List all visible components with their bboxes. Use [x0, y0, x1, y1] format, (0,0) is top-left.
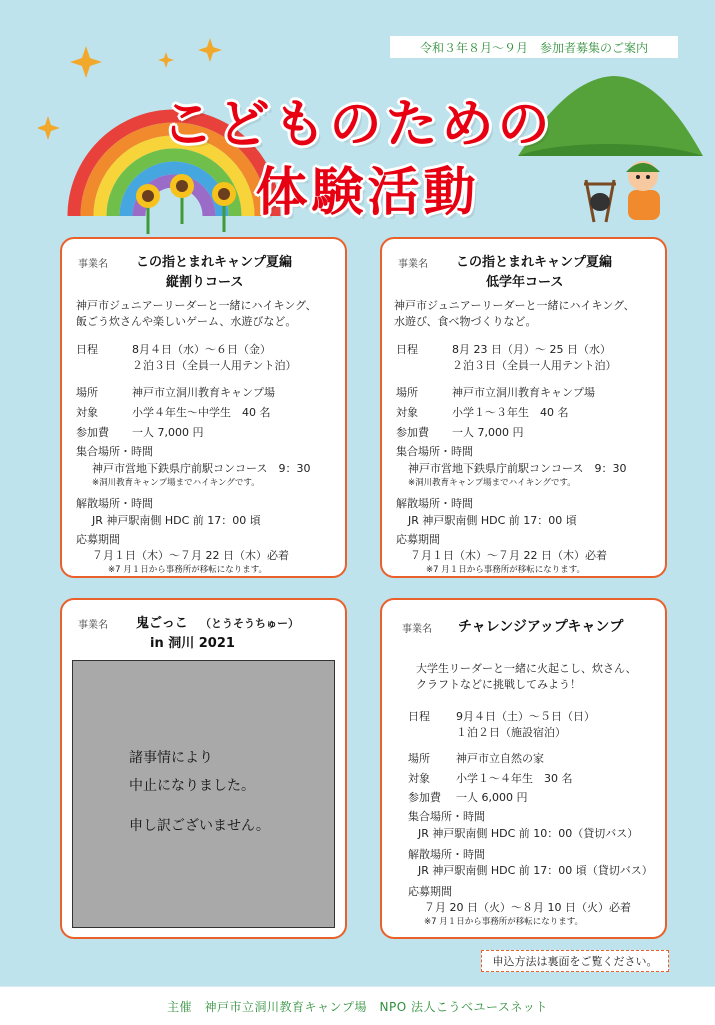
period-label: 応募期間 [396, 533, 440, 546]
program-card-tateware [60, 237, 347, 578]
card-title: この指とまれキャンプ夏編 [136, 255, 293, 270]
fee-label: 参加費 [76, 426, 109, 439]
card-subtitle: 縦割りコース [166, 275, 244, 290]
schedule-value-1: 8月４日（水）〜６日（金） [132, 343, 271, 356]
card-title-reading: （とうそうちゅー） [200, 617, 299, 630]
period-label: 応募期間 [76, 533, 120, 546]
schedule-value-2: ２泊３日（全員一人用テント泊） [132, 359, 297, 372]
dispersal-label: 解散場所・時間 [396, 497, 473, 510]
card-description-2: 飯ごう炊さんや楽しいゲーム、水遊びなど。 [76, 315, 297, 328]
page-title-line2: 体験活動 [255, 163, 480, 223]
dispersal-label: 解散場所・時間 [76, 497, 153, 510]
meeting-label: 集合場所・時間 [396, 445, 473, 458]
cancellation-line-3: 申し訳ございません。 [129, 818, 270, 834]
place-value: 神戸市立洞川教育キャンプ場 [452, 386, 595, 399]
period-label: 応募期間 [408, 885, 452, 898]
place-value: 神戸市立洞川教育キャンプ場 [132, 386, 275, 399]
place-label: 場所 [76, 386, 98, 399]
card-label: 事業名 [402, 624, 432, 635]
card-description-2: 水遊び、食べ物づくりなど。 [394, 315, 537, 328]
target-value: 小学１〜３年生 40 名 [452, 406, 569, 419]
target-label: 対象 [408, 772, 430, 785]
period-note: ※7 月１日から事務所が移転になります。 [426, 565, 586, 575]
card-description-1: 大学生リーダーと一緒に火起こし、炊さん、 [416, 662, 637, 675]
card-description-1: 神戸市ジュニアーリーダーと一緒にハイキング、 [394, 299, 635, 312]
dispersal-value: JR 神戸駅南側 HDC 前 17：00 頃 [408, 514, 577, 527]
schedule-label: 日程 [76, 343, 98, 356]
fee-value: 一人 6,000 円 [456, 791, 528, 804]
meeting-value: JR 神戸駅南側 HDC 前 10：00（貸切バス） [418, 827, 639, 840]
schedule-label: 日程 [408, 710, 430, 723]
card-subtitle: in 洞川 2021 [150, 636, 235, 651]
place-label: 場所 [408, 752, 430, 765]
meeting-value: 神戸市営地下鉄県庁前駅コンコース 9：30 [92, 462, 311, 475]
fee-label: 参加費 [408, 791, 441, 804]
schedule-value-1: 9月４日（土）〜５日（日） [456, 710, 595, 723]
fee-value: 一人 7,000 円 [452, 426, 524, 439]
target-value: 小学１〜４年生 30 名 [456, 772, 573, 785]
fee-label: 参加費 [396, 426, 429, 439]
page-title-line1: こどものための [161, 95, 554, 155]
place-label: 場所 [396, 386, 418, 399]
meeting-label: 集合場所・時間 [408, 810, 485, 823]
period-value: ７月１日（木）〜７月 22 日（木）必着 [410, 549, 607, 562]
card-label: 事業名 [78, 259, 108, 270]
target-label: 対象 [76, 406, 98, 419]
target-label: 対象 [396, 406, 418, 419]
program-card-challenge-up [380, 598, 667, 939]
cancellation-notice [72, 660, 335, 928]
program-card-lower-grade [380, 237, 667, 578]
meeting-value: 神戸市営地下鉄県庁前駅コンコース 9：30 [408, 462, 627, 475]
period-note: ※7 月１日から事務所が移転になります。 [108, 565, 268, 575]
schedule-value-2: １泊２日（施設宿泊） [456, 726, 566, 739]
meeting-note: ※洞川教育キャンプ場までハイキングです。 [408, 478, 576, 488]
cancellation-line-1: 諸事情により [129, 750, 213, 766]
program-card-onigokko [60, 598, 347, 939]
date-banner: 令和３年８月〜９月 参加者募集のご案内 [390, 36, 678, 58]
period-value: ７月１日（木）〜７月 22 日（木）必着 [92, 549, 289, 562]
place-value: 神戸市立自然の家 [456, 752, 544, 765]
card-title: チャレンジアップキャンプ [458, 619, 624, 635]
meeting-label: 集合場所・時間 [76, 445, 153, 458]
fee-value: 一人 7,000 円 [132, 426, 204, 439]
cancellation-line-2: 中止になりました。 [129, 778, 255, 794]
card-title: 鬼ごっこ [136, 616, 188, 631]
card-description-2: クラフトなどに挑戦してみよう！ [416, 678, 581, 691]
meeting-note: ※洞川教育キャンプ場までハイキングです。 [92, 478, 260, 488]
card-subtitle: 低学年コース [486, 275, 564, 290]
dispersal-value: JR 神戸駅南側 HDC 前 17：00 頃（貸切バス） [418, 864, 653, 877]
dispersal-value: JR 神戸駅南側 HDC 前 17：00 頃 [92, 514, 261, 527]
period-note: ※7 月１日から事務所が移転になります。 [424, 917, 584, 927]
target-value: 小学４年生〜中学生 40 名 [132, 406, 271, 419]
card-title: この指とまれキャンプ夏編 [456, 255, 613, 270]
card-label: 事業名 [78, 620, 108, 631]
application-note: 申込方法は裏面をご覧ください。 [481, 950, 669, 972]
schedule-value-2: ２泊３日（全員一人用テント泊） [452, 359, 617, 372]
card-description-1: 神戸市ジュニアーリーダーと一緒にハイキング、 [76, 299, 317, 312]
card-label: 事業名 [398, 259, 428, 270]
dispersal-label: 解散場所・時間 [408, 848, 485, 861]
period-value: ７月 20 日（火）〜８月 10 日（火）必着 [424, 901, 631, 914]
footer-organizer: 主催 神戸市立洞川教育キャンプ場 NPO 法人こうべユースネット [0, 986, 715, 1025]
schedule-value-1: 8月 23 日（月）〜 25 日（水） [452, 343, 611, 356]
schedule-label: 日程 [396, 343, 418, 356]
